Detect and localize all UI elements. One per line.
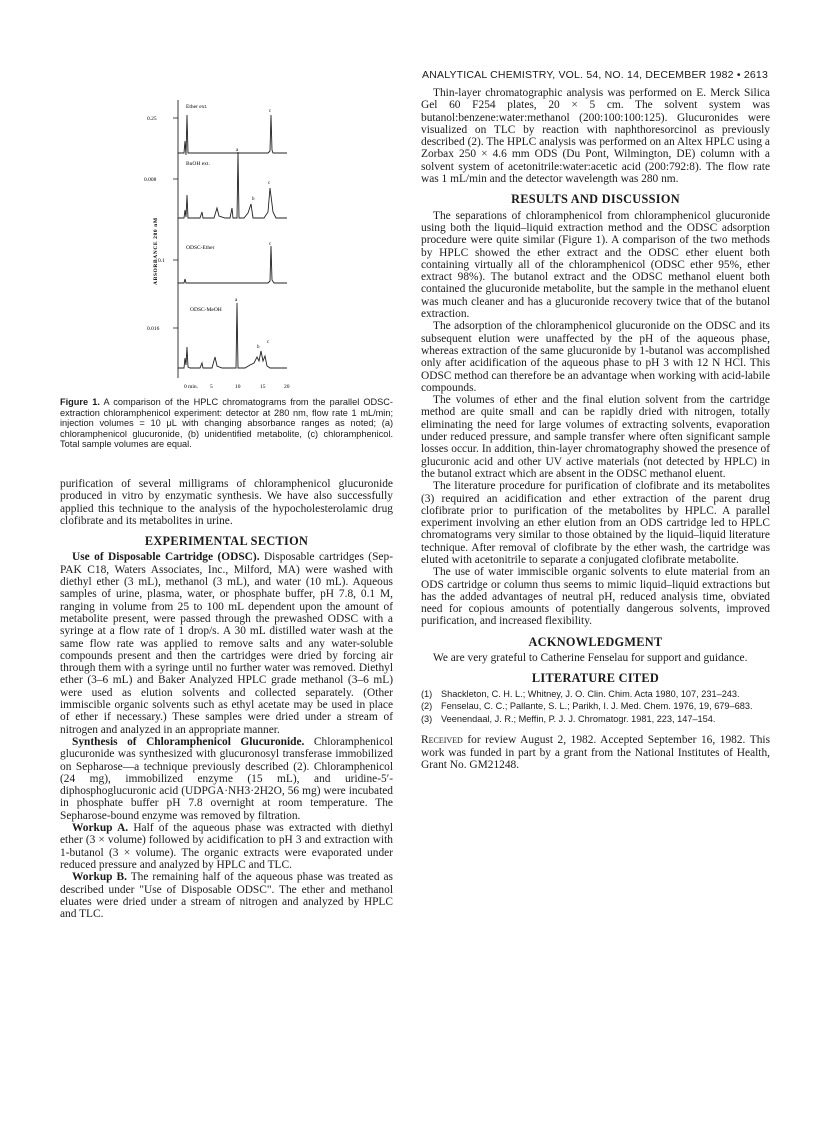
caption-label: Figure 1.: [60, 397, 100, 407]
peak-label-a: a: [235, 298, 238, 303]
results-paragraph: The separations of chloramphenicol from chloramphenicol glucuronide using both the liquid–liquid extraction method and the ODSC adsorption procedure were quite similar (Figure 1). A comparison of the two methods by HPLC showed the ether extract and the ODSC ether eluent both containing virtually all of the chloramphenicol (ODSC ether 95%, ether extract 98%). The butanol extract and the ODSC methanol eluent both contained the glucuronide metabolite, but the sample in the methanol eluent was much cleaner and has a glucuronide recovery twice that of the butanol extraction.: [421, 209, 770, 321]
reference-list: [421, 689, 770, 725]
trace-ether-ext: [178, 115, 287, 155]
results-heading: RESULTS AND DISCUSSION: [511, 192, 680, 207]
results-paragraph: The volumes of ether and the final elution solvent from the cartridge method are quite small and can be rapidly dried with nitrogen, totally eliminating the need for large volumes of extracting solvents, evaporation under reduced pressure, and sample transfer where often significant sample losses occur. In addition, thin-layer chromatography showed the presence of glucuronic acid and other UV active materials (not detected by HPLC) in the butanol extract which are absent in the ODSC methanol eluent.: [421, 394, 770, 480]
paragraph-workup-b: Workup B. The remaining half of the aqueous phase was treated as described under "Use of Disposable ODSC". The ether and methanol eluates were dried under a stream of nitrogen and analyzed by HPLC and TLC.: [60, 871, 393, 921]
run-in-heading: Workup B.: [72, 871, 127, 884]
x-tick: 20: [284, 384, 290, 390]
panel-scale: 0.008: [144, 177, 157, 183]
panel-scale: 0.1: [158, 258, 165, 264]
paragraph-workup-a: Workup A. Half of the aqueous phase was extracted with diethyl ether (3 × volume) followed by acidification to pH 3 and extraction with 1-butanol (3 × volume). The organic extracts were evaporated under reduced pressure and analyzed by HPLC and TLC.: [60, 822, 394, 871]
panel-label: BuOH ext.: [186, 161, 210, 167]
panel-label: ODSC-MeOH: [190, 307, 222, 313]
caption-text: A comparison of the HPLC chromatograms from the parallel ODSC-extraction chloramphenicol experiment: detector at 280 nm, flow rate 1 mL/min; injection volumes = 10 μL with changing absorbance ranges as noted; (a) chloramphenicol glucuronide, (b) unidentified metabolite, (c) chloramphenicol. Total sample volumes are equal.: [60, 397, 393, 449]
peak-label-a: a: [236, 148, 239, 153]
x-tick: 5: [210, 384, 213, 390]
received-lead: Received: [421, 734, 463, 747]
acknowledgment-text: We are very grateful to Catherine Fenselau for support and guidance.: [433, 652, 748, 665]
x-tick: 15: [260, 384, 266, 390]
peak-label-b: b: [257, 345, 260, 350]
panel-scale: 0.25: [147, 116, 157, 122]
results-paragraph: The adsorption of the chloramphenicol glucuronide on the ODSC and its subsequent elution were unaffected by the pH of the aqueous phase, whereas extraction of the same glucuronide by 1-butanol was accomplished only after acidification of the aqueous phase to pH 3 with 12 N HCl. This ODSC method can therefore be an advantage when working with acid-labile compounds.: [421, 320, 770, 394]
received-note: Received for review August 2, 1982. Accepted September 16, 1982. This work was funded in part by a grant from the National Institutes of Health, Grant No. GM21248.: [421, 734, 770, 772]
running-head: ANALYTICAL CHEMISTRY, VOL. 54, NO. 14, DECEMBER 1982 • 2613: [422, 69, 768, 81]
paragraph-synthesis: Synthesis of Chloramphenicol Glucuronide. Chloramphenicol glucuronide was synthesized with glucuronosyl transferase immobilized on Sepharose—a technique previously described (2). Chloramphenicol (24 mg), immobilized enzyme (15 mL), and uridine-5′-diphosphoglucuronic acid (UDPGA·NH3·2H2O, 56 mg) were incubated in phosphate buffer pH 7.8 overnight at room temperature. The Sepharose-bound enzyme was removed by filtration.: [60, 735, 393, 822]
panel-scale: 0.016: [147, 326, 160, 332]
figure-1-chromatograms: [140, 95, 330, 395]
peak-label-c: c: [269, 109, 272, 114]
results-paragraph: The use of water immiscible organic solvents to elute material from an ODS cartridge or column thus seems to mimic liquid–liquid extractions but has the added advantages of neutral pH, reduced analysis time, obviated need for copious amounts of potentially dangerous solvents, improved purification, and increased flexibility.: [421, 566, 770, 628]
acknowledgment-heading: ACKNOWLEDGMENT: [528, 634, 663, 649]
reference-item: (2) Fenselau, C. C.; Pallante, S. L.; Parikh, I. J. Med. Chem. 1976, 19, 679–683.: [421, 701, 753, 712]
peak-label-b: b: [252, 197, 255, 202]
x-tick: 0 min.: [184, 384, 199, 390]
trace-odsc-ether: [178, 246, 287, 283]
panel-buoh-ext: [144, 148, 287, 218]
panel-odsc-meoh: [147, 298, 287, 368]
panel-label: Ether ext.: [186, 104, 208, 110]
y-axis-label: ABSORBANCE 280 nM: [153, 217, 159, 285]
experimental-heading: EXPERIMENTAL SECTION: [144, 534, 309, 549]
chromatogram-svg: [140, 95, 330, 395]
results-paragraph: The literature procedure for purification of clofibrate and its metabolites (3) required an acidification and ether extraction of the parent drug clofibrate prior to purification of the metabolites by HPLC. A parallel experiment involving an ether elution from an ODS cartridge led to HPLC chromatograms very similar to those obtained by the liquid–liquid literature technique. After removal of clofibrate by the ether wash, the cartridge was eluted with acetonitrile to separate a conjugated clofibrate metabolite.: [421, 480, 770, 566]
run-in-heading: Synthesis of Chloramphenicol Glucuronide.: [72, 735, 305, 748]
left-column: [60, 478, 393, 920]
figure-caption: [60, 397, 393, 450]
intro-paragraph: purification of several milligrams of chloramphenicol glucuronide produced in vitro by enzymatic synthesis. We have also successfully applied this technique to the analysis of the hypocholesterolamic drug clofibrate and its metabolites in urine.: [60, 478, 393, 527]
peak-label-c: c: [268, 181, 271, 186]
right-column: [421, 87, 770, 771]
reference-item: (3) Veenendaal, J. R.; Meffin, P. J. J. Chromatogr. 1981, 223, 147–154.: [421, 713, 716, 724]
paragraph-tlc: Thin-layer chromatographic analysis was performed on E. Merck Silica Gel 60 F254 plates, 20 × 5 cm. The solvent system was butanol:benzene:water:methanol (200:100:100:125). Glucuronides were visualized on TLC by reaction with naphthoresorcinol as previously described (2). The HPLC analysis was performed on an Altex HPLC using a Zorbax 250 × 4.6 mm ODS (Du Pont, Wilmington, DE) column with a solvent system of acetonitrile:water:acetic acid (200:792:8). The flow rate was 1 mL/min and the detector wavelength was 280 nm.: [421, 87, 770, 186]
reference-item: (1) Shackleton, C. H. L.; Whitney, J. O. Clin. Chim. Acta 1980, 107, 231–243.: [421, 688, 740, 699]
panel-ether-ext: [147, 104, 287, 155]
literature-heading: LITERATURE CITED: [531, 671, 660, 686]
run-in-heading: Workup A.: [72, 822, 129, 835]
panel-odsc-ether: [158, 242, 287, 283]
panel-label: ODSC-Ether: [186, 245, 215, 251]
x-tick: 10: [235, 384, 241, 390]
peak-label-c: c: [269, 242, 272, 247]
paragraph-odsc: Use of Disposable Cartridge (ODSC). Disposable cartridges (Sep-PAK C18, Waters Associates, Inc., Milford, MA) were washed with diethyl ether (3 mL), methanol (3 mL), and water (10 mL). Aqueous samples of urine, plasma, water, or phosphate buffer, pH 7.8, 0.1 M, ranging in volume from 25 to 100 mL dependent upon the amount of metabolite present, were passed through the prewashed ODSC with a syringe at a flow rate of 1 drop/s. A 30 mL distilled water wash at the same flow rate was applied to remove salts and any water-soluble compounds present and then the cartridges were dried by forcing air through them with a syringe until no further water was removed. Diethyl ether (3–6 mL) and Baker Analyzed HPLC grade methanol (3–6 mL) were used as elution solvents and collected separately. (Other immiscible organic solvents such as ethyl acetate may be used in place of ether if necessary.) These samples were dried under a stream of nitrogen and analyzed in an appropriate manner.: [60, 551, 393, 736]
run-in-heading: Use of Disposable Cartridge (ODSC).: [72, 551, 260, 564]
peak-label-c: c: [267, 340, 270, 345]
